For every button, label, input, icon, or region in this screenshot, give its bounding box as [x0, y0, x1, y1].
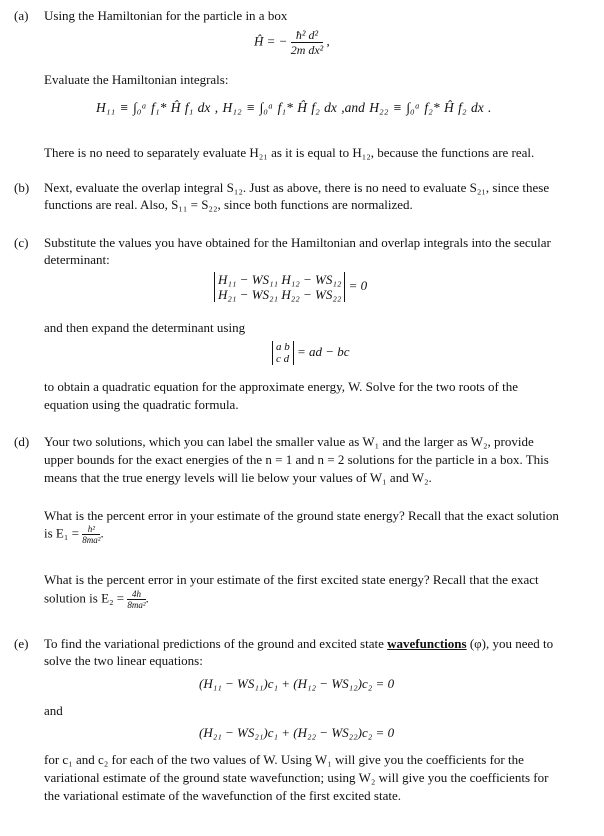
excited-state-question: What is the percent error in your estimate of the first excited state energy? Recall that the exact — [44, 572, 539, 587]
part-a-label: (a) — [14, 8, 29, 23]
determinant-row-1: H₁₁ − WS₁₁ H₁₂ − WS₁₂ — [218, 272, 342, 287]
part-e-line-1 — [44, 635, 589, 652]
part-d-label: (d) — [14, 434, 30, 449]
part-e-line-3: for c₁ and c₂ for each of the two values of W. Using W₁ will give you the coefficients for the — [44, 752, 524, 767]
hamiltonian-integrals: H₁₁ ≡ ∫₀ᵃ f₁* Ĥ f₁ dx , H₁₂ ≡ ∫₀ᵃ f₁* Ĥ f₂ dx ,and H₂₂ ≡ ∫₀ᵃ f₂* Ĥ f₂ dx . — [96, 100, 492, 115]
ground-state-exact-lhs: is E₁ = — [44, 525, 79, 541]
part-d-line-3: means that the true energy levels will lie below your values of W₁ and W₂. — [44, 470, 432, 485]
part-e-line-2: solve the two linear equations: — [44, 653, 203, 668]
excited-state-exact-lhs: solution is E₂ = — [44, 590, 125, 606]
part-c-label: (c) — [14, 235, 29, 250]
excited-state-fraction — [127, 589, 145, 610]
excited-state-tail: . — [145, 590, 149, 606]
ground-state-numerator: h² — [82, 524, 100, 535]
hamiltonian-equation — [254, 28, 330, 57]
abcd-matrix — [272, 341, 294, 365]
abcd-determinant — [272, 341, 350, 365]
expand-determinant-text: and then expand the determinant using — [44, 320, 246, 335]
part-e-line-4: variational estimate of the ground state wavefunction; using W₂ will give you the coefficients for — [44, 770, 549, 785]
part-c-line-2: determinant: — [44, 252, 110, 267]
abcd-row-2: c d — [276, 353, 290, 365]
secular-determinant — [214, 272, 367, 302]
part-c-line-4: equation using the quadratic formula. — [44, 397, 239, 412]
linear-equation-2: (H₂₁ − WS₂₁)c₁ + (H₂₂ − WS₂₂)c₂ = 0 — [199, 725, 395, 740]
hamiltonian-tail: , — [326, 33, 330, 49]
part-d-line-1: Your two solutions, which you can label the smaller value as W₁ and the larger as W₂, provide — [44, 434, 534, 449]
linear-equation-1: (H₁₁ − WS₁₁)c₁ + (H₁₂ − WS₁₂)c₂ = 0 — [199, 676, 395, 691]
part-d-line-2: upper bounds for the exact energies of the n = 1 and n = 2 solutions for the particle in a box. This — [44, 452, 549, 467]
hamiltonian-numerator: ħ² d² — [291, 28, 324, 43]
abcd-row-1: a b — [276, 341, 290, 353]
determinant-rhs: = 0 — [348, 277, 368, 293]
part-c-line-3: to obtain a quadratic equation for the approximate energy, W. Solve for the two roots of the — [44, 379, 519, 394]
hamiltonian-lhs: Ĥ = − — [254, 33, 288, 49]
ground-state-denominator: 8ma² — [82, 535, 101, 545]
hamiltonian-denominator: 2m dx² — [290, 43, 324, 57]
abcd-rhs: = ad − bc — [297, 343, 350, 359]
hamiltonian-fraction — [291, 28, 324, 57]
part-e-line-5: the variational estimate of the wavefunction of the first excited state. — [44, 788, 402, 803]
secular-determinant-matrix — [214, 272, 345, 302]
evaluate-integrals-text: Evaluate the Hamiltonian integrals: — [44, 72, 229, 87]
ground-state-tail: . — [100, 525, 104, 541]
ground-state-exact — [44, 524, 104, 545]
excited-state-numerator: 4h — [127, 589, 145, 600]
part-b-line-2: functions are real. Also, S₁₁ = S₂₂, since both functions are normalized. — [44, 197, 413, 212]
part-b-line-1: Next, evaluate the overlap integral S₁₂. Just as above, there is no need to evaluate S₂₁, since these — [44, 180, 550, 195]
determinant-row-2: H₂₁ − WS₂₁ H₂₂ − WS₂₂ — [218, 287, 342, 302]
part-e-line-1-end: (φ), you need to — [469, 636, 554, 651]
excited-state-exact — [44, 589, 149, 610]
part-a-intro: Using the Hamiltonian for the particle in a box — [44, 8, 288, 23]
ground-state-question: What is the percent error in your estimate of the ground state energy? Recall that the exact solution — [44, 508, 559, 523]
part-e-label: (e) — [14, 636, 29, 651]
ground-state-fraction — [82, 524, 100, 545]
part-b-label: (b) — [14, 180, 30, 195]
excited-state-denominator: 8ma² — [127, 600, 146, 610]
part-a-note: There is no need to separately evaluate H₂₁ as it is equal to H₁₂, because the functions are real. — [44, 145, 535, 160]
wavefunctions-link: wavefunctions — [387, 636, 467, 651]
part-e-line-1-start: To find the variational predictions of the ground and excited state — [44, 636, 384, 651]
and-text: and — [44, 703, 63, 718]
part-c-line-1: Substitute the values you have obtained for the Hamiltonian and overlap integrals into the secular — [44, 235, 551, 250]
